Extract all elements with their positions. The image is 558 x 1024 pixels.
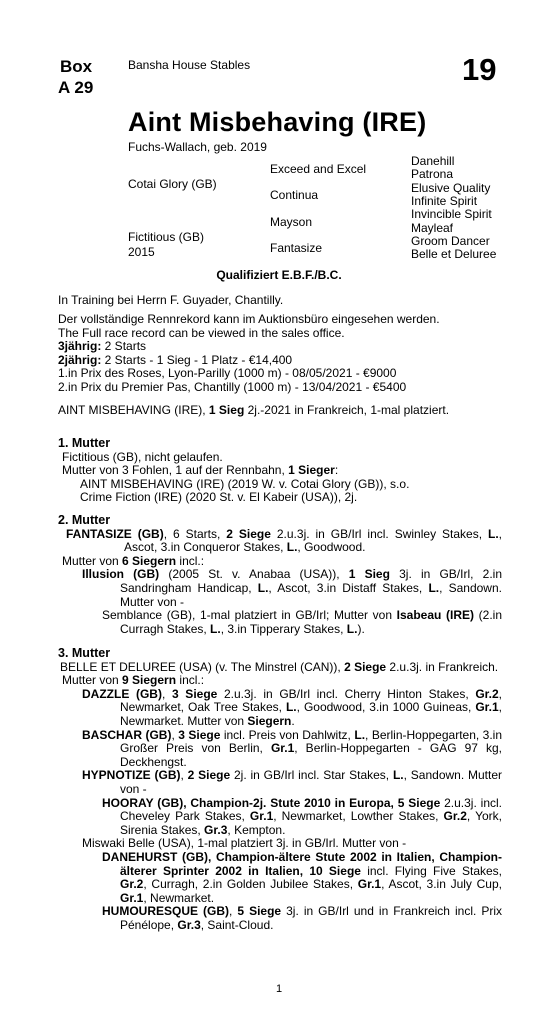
t: , Newmarket, Oak Tree Stakes, [120, 686, 503, 715]
hypnotize-name: HYPNOTIZE (GB) [82, 768, 181, 783]
record-2yo-text: 2 Starts - 1 Sieg - 1 Platz - €14,400 [101, 352, 293, 367]
t: . [291, 713, 295, 728]
t: L. [257, 580, 269, 595]
t: 5 Siege [237, 904, 282, 919]
pedigree-ss: Exceed and Excel [270, 162, 367, 176]
hooray-name: HOORAY (GB), Champion-2j. Stute 2010 in Europa, 5 Siege [102, 795, 441, 810]
t: Gr.2 [120, 877, 144, 892]
record-race-1: 1.in Prix des Roses, Lyon-Parilly (1000 m) - 08/05/2021 - €9000 [58, 366, 397, 381]
t: (2.in Curragh Stakes, [120, 608, 502, 636]
t: 2 Siege [226, 526, 271, 541]
t: BELLE ET DELUREE (USA) (v. The Minstrel (CAN)), [60, 659, 345, 674]
t: 2j. in GB/Irl incl. Star Stakes, [230, 768, 393, 783]
pedigree-dam: Fictitious (GB) [128, 230, 205, 244]
produce-text: Mutter von 3 Fohlen, 1 auf der Rennbahn, [62, 463, 289, 478]
t: , Curragh, 2.in Golden Jubilee Stakes, [143, 877, 358, 892]
pedigree-sds: Elusive Quality [411, 181, 491, 195]
pedigree-dds: Groom Dancer [411, 234, 490, 248]
qualification: Qualifiziert E.B.F./B.C. [216, 268, 342, 282]
t: , Ascot, 3.in Distaff Stakes, [268, 580, 429, 595]
t: L. [346, 621, 358, 636]
t: Gr.1 [475, 700, 499, 715]
t: , Ascot, 3.in July Cup, [381, 877, 502, 892]
t: incl.: [176, 553, 205, 568]
dazzle-entry [58, 688, 502, 729]
first-dam-heading: 1. Mutter [58, 436, 111, 450]
box-number [60, 56, 100, 98]
t: 2 Siege [344, 659, 387, 674]
training-info [58, 294, 502, 308]
t: 3j. in GB/Irl, 2.in Sandringham Handicap, [120, 567, 502, 595]
t: L. [392, 768, 404, 783]
record-note-en: The Full race record can be viewed in the sales office. [58, 325, 345, 340]
record-note-de: Der vollständige Rennrekord kann im Auktionsbüro eingesehen werden. [58, 312, 440, 326]
record-3yo-text: 2 Starts [101, 339, 147, 354]
t: 1 Sieg [348, 567, 390, 582]
race-record [58, 313, 502, 395]
pedigree-ssd: Patrona [411, 167, 454, 181]
t: , Goodwood. [297, 540, 366, 555]
pedigree-ds: Mayson [270, 215, 313, 229]
baschar-entry [58, 729, 502, 770]
t: L. [428, 580, 440, 595]
record-3yo [58, 340, 502, 354]
t: Gr.2 [475, 686, 499, 701]
danehurst-name: DANEHURST (GB), Champion-ältere Stute 2002 in Italien, Champion-älterer Sprinter 2002 in Italien, 10 Siege [102, 849, 502, 878]
summary-rest: 2j.-2021 in Frankreich, 1-mal platziert. [244, 403, 450, 417]
t: 2.u.3j. in GB/Irl incl. Cherry Hinton Stakes, [217, 686, 476, 701]
summary [58, 404, 502, 418]
seller-name: Bansha House Stables [128, 58, 251, 72]
baschar-name: BASCHAR (GB) [82, 727, 172, 742]
summary-name: AINT MISBEHAVING (IRE), [58, 403, 209, 417]
record-3yo-label: 3jährig: [58, 339, 102, 354]
t: L. [285, 700, 297, 715]
t: 3 Siege [178, 727, 221, 742]
training-text: In Training bei Herrn F. Guyader, Chantilly. [58, 293, 284, 307]
hypnotize-entry [58, 769, 502, 796]
fantasize-name: FANTASIZE (GB) [66, 526, 164, 541]
pedigree-sdd: Infinite Spirit [411, 194, 478, 208]
t: L. [210, 621, 221, 636]
pedigree-sd: Continua [270, 188, 319, 202]
t: , [161, 686, 172, 701]
t: , [229, 904, 238, 919]
t: , [180, 768, 188, 783]
first-dam-produce [58, 464, 502, 478]
record-2yo-label: 2jährig: [58, 352, 102, 367]
t: , Berlin-Hoppegarten - GAG 97 kg, Deckhengst. [120, 741, 502, 769]
semblance-entry [58, 609, 502, 636]
t: Siegern [247, 713, 292, 728]
pedigree-dss: Invincible Spirit [411, 207, 492, 221]
t: , Newmarket. [143, 890, 215, 905]
third-dam-line [58, 661, 502, 675]
t: 2.u.3j. in Frankreich. [386, 659, 499, 674]
t: (2005 St. v. Anabaa (USA)), [159, 567, 349, 582]
t: , Berlin-Hoppegarten, 3.in Großer Preis von Berlin, [120, 727, 503, 756]
t: Mutter von [62, 553, 123, 568]
box-value: A 29 [58, 78, 94, 97]
t: , Saint-Cloud. [200, 917, 274, 932]
t: Gr.1 [249, 809, 274, 824]
t: Gr.1 [120, 890, 144, 905]
t: , York, Sirenia Stakes, [120, 809, 502, 837]
second-dam-produce [58, 555, 502, 569]
t: Gr.3 [177, 917, 201, 932]
first-dam-section [58, 437, 502, 505]
t: ). [357, 621, 365, 636]
pedigree-ddd: Belle et Deluree [411, 247, 497, 261]
illusion-name: Illusion (GB) [82, 567, 160, 582]
humouresque-name: HUMOURESQUE (GB) [102, 904, 230, 919]
t: , 3.in Tipperary Stakes, [220, 621, 347, 636]
horse-description: Fuchs-Wallach, geb. 2019 [128, 140, 267, 154]
t: , Sandown. Mutter von - [120, 580, 502, 609]
pedigree-dsd: Mayleaf [411, 221, 454, 235]
t: 3j. in GB/Irl und in Frankreich incl. Prix Pénélope, [120, 904, 503, 932]
produce-winners: 1 Sieger [288, 463, 335, 478]
third-dam-produce [58, 674, 502, 688]
pedigree-dd: Fantasize [270, 241, 323, 255]
first-dam-foal-2: Crime Fiction (IRE) (2020 St. v. El Kabeir (USA)), 2j. [80, 490, 358, 505]
t: , Kempton. [227, 822, 286, 837]
third-dam-heading: 3. Mutter [58, 646, 111, 660]
t: 2.u.3j. incl. Cheveley Park Stakes, [120, 795, 502, 824]
lot-number: 19 [462, 52, 497, 87]
record-2yo [58, 354, 502, 368]
t: Semblance (GB), 1-mal platziert in GB/Irl; Mutter von [102, 608, 397, 623]
t: Gr.1 [270, 741, 295, 756]
t: 9 Siegern [122, 673, 177, 688]
t: 3 Siege [171, 686, 218, 701]
isabeau-name: Isabeau (IRE) [396, 608, 474, 623]
second-dam-line [58, 528, 502, 555]
humouresque-entry [58, 905, 502, 932]
dazzle-name: DAZZLE (GB) [82, 686, 162, 701]
t: , Sandown. Mutter von - [120, 768, 502, 796]
t: , Newmarket, Lowther Stakes, [273, 809, 444, 824]
third-dam-section [58, 647, 502, 932]
danehurst-entry [58, 851, 502, 905]
t: 2 Siege [187, 768, 231, 783]
pedigree-sss: Danehill [411, 154, 455, 168]
miswaki-belle-entry: Miswaki Belle (USA), 1-mal platziert 3j. in GB/Irl. Mutter von - [82, 836, 407, 851]
t: incl.: [176, 673, 205, 688]
t: 6 Siegern [122, 553, 177, 568]
produce-colon: : [334, 463, 339, 478]
t: , Newmarket. Mutter von [120, 700, 503, 728]
t: , Goodwood, 3.in 1000 Guineas, [296, 700, 476, 715]
summary-text [58, 404, 502, 418]
t: L. [354, 727, 366, 742]
hooray-entry [58, 797, 502, 838]
pedigree-sire: Cotai Glory (GB) [128, 177, 217, 191]
t: incl. Preis von Dahlwitz, [220, 727, 355, 742]
t: L. [286, 540, 298, 555]
page-number: 1 [275, 983, 283, 995]
t: , 6 Starts, [163, 526, 227, 541]
t: 2.u.3j. in GB/Irl incl. Swinley Stakes, [270, 526, 488, 541]
second-dam-section [58, 514, 502, 636]
second-dam-heading: 2. Mutter [58, 513, 111, 527]
horse-name: Aint Misbehaving (IRE) [128, 107, 427, 137]
first-dam-foal-1: AINT MISBEHAVING (IRE) (2019 W. v. Cotai Glory (GB)), s.o. [80, 476, 410, 491]
t: incl. Flying Five Stakes, [360, 863, 503, 878]
t: L. [488, 526, 499, 541]
t: Mutter von [62, 673, 123, 688]
t: Gr.1 [357, 877, 382, 892]
t: , Ascot, 3.in Conqueror Stakes, [124, 526, 503, 555]
record-race-2: 2.in Prix du Premier Pas, Chantilly (1000 m) - 13/04/2021 - €5400 [58, 379, 407, 394]
first-dam-line: Fictitious (GB), nicht gelaufen. [62, 449, 223, 464]
box-label: Box [60, 57, 93, 76]
t: Gr.2 [443, 809, 467, 824]
pedigree-dam-year: 2015 [128, 245, 155, 259]
t: Gr.3 [204, 822, 228, 837]
t: , [171, 727, 179, 742]
illusion-entry [58, 568, 502, 609]
summary-wins: 1 Sieg [208, 403, 245, 417]
